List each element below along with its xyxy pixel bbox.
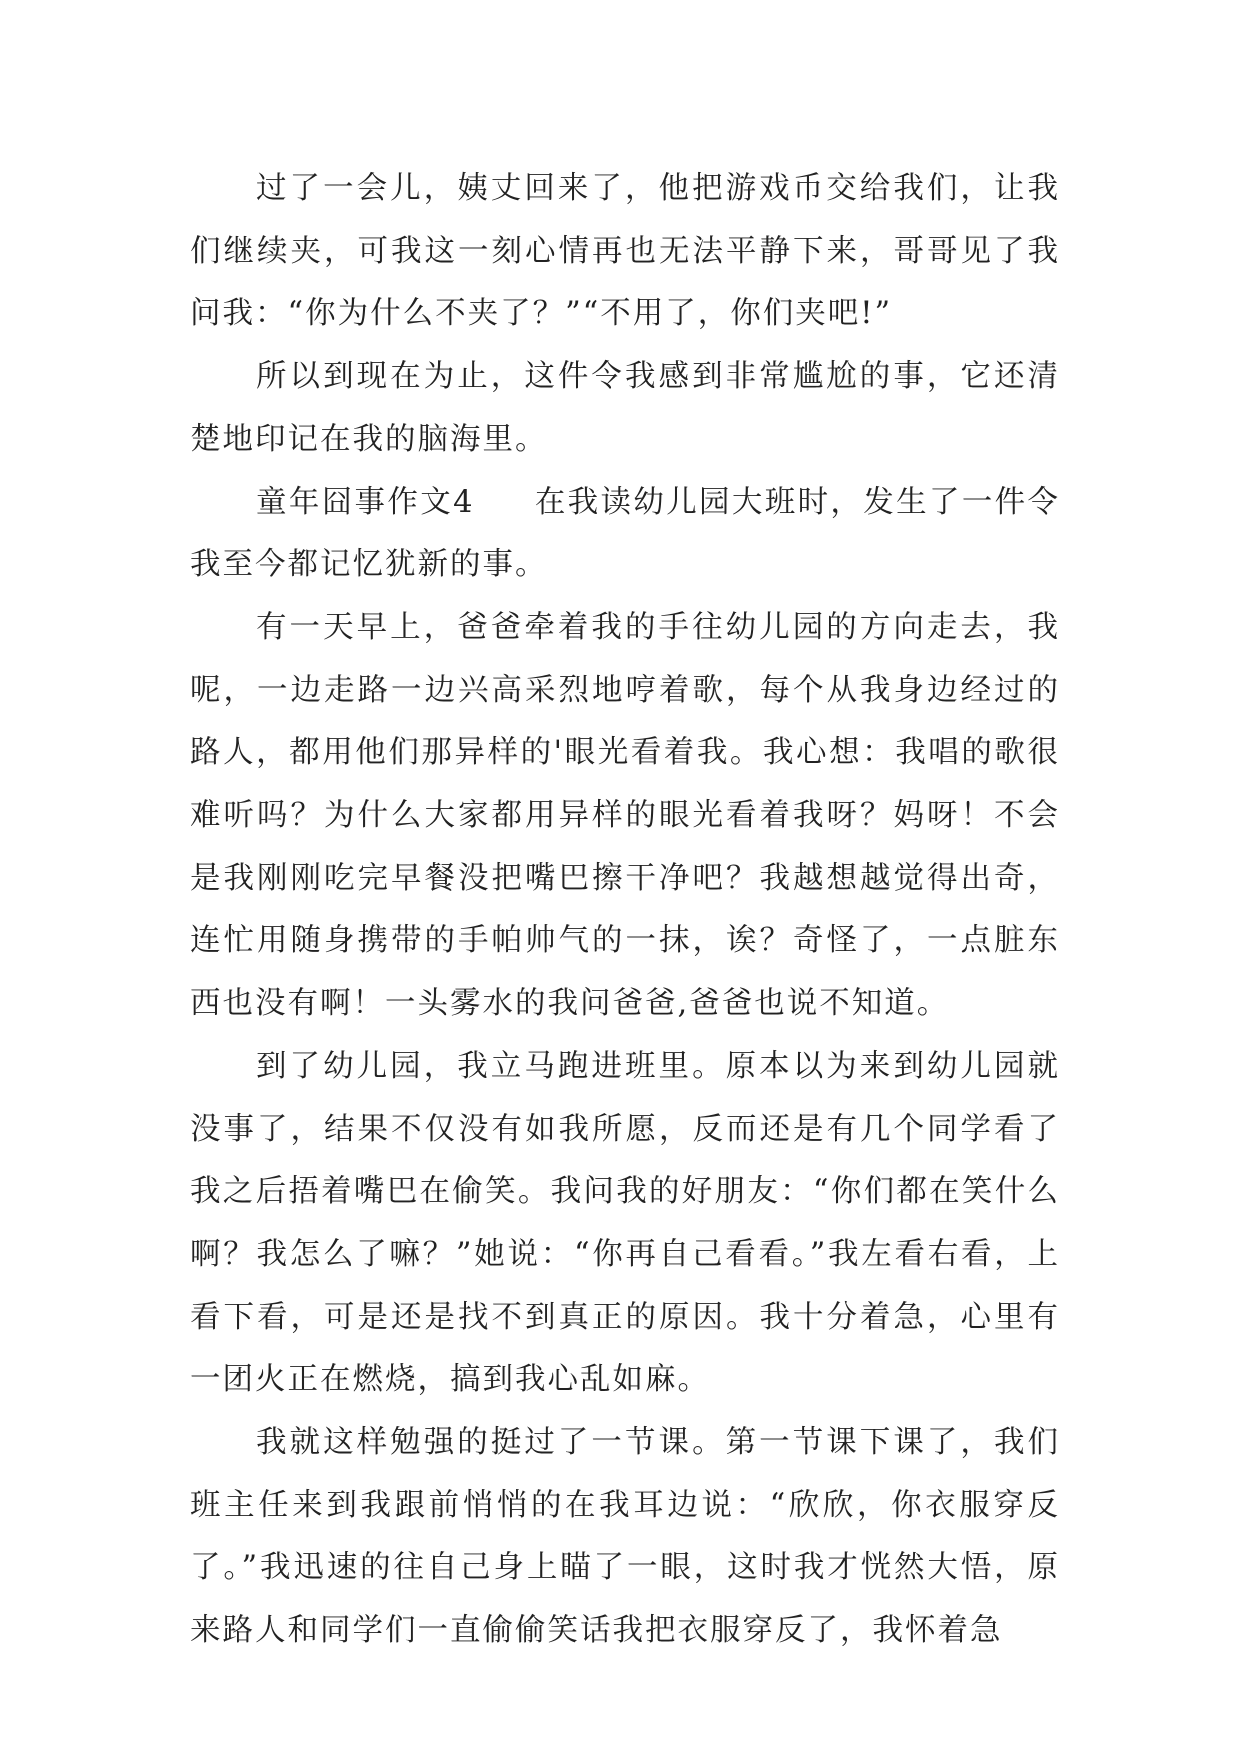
paragraph-2: 所以到现在为止，这件令我感到非常尴尬的事，它还清楚地印记在我的脑海里。 (190, 359, 1060, 457)
paragraph-1: 过了一会儿，姨丈回来了，他把游戏币交给我们，让我们继续夹，可我这一刻心情再也无法平静下来，哥哥见了我问我：“你为什么不夹了？”“不用了，你们夹吧!” (190, 171, 1060, 332)
paragraph-4: 有一天早上，爸爸牵着我的手往幼儿园的方向走去，我呢，一边走路一边兴高采烈地哼着歌，每个从我身边经过的路人，都用他们那异样的'眼光看着我。我心想：我唱的歌很难听吗？为什么大家都用异样的眼光看着我呀？妈呀！不会是我刚刚吃完早餐没把嘴巴擦干净吧？我越想越觉得出奇，连忙用随身携带的手帕帅气的一抹，诶？奇怪了，一点脏东西也没有啊！一头雾水的我问爸爸,爸爸也说不知道。 (190, 609, 1060, 1022)
paragraph-6: 我就这样勉强的挺过了一节课。第一节课下课了，我们班主任来到我跟前悄悄的在我耳边说：“欣欣，你衣服穿反了。”我迅速的往自己身上瞄了一眼，这时我才恍然大悟，原来路人和同学们一直偷偷笑话我把衣服穿反了，我怀着急 (190, 1425, 1060, 1649)
article-body (190, 158, 1060, 1663)
section-title: 童年囧事作文4 (256, 484, 475, 520)
paragraph-5: 到了幼儿园，我立马跑进班里。原本以为来到幼儿园就没事了，结果不仅没有如我所愿，反而还是有几个同学看了我之后捂着嘴巴在偷笑。我问我的好朋友：“你们都在笑什么啊？我怎么了嘛？”她说：“你再自己看看。”我左看右看，上看下看，可是还是找不到真正的原因。我十分着急，心里有一团火正在燃烧，搞到我心乱如麻。 (190, 1048, 1060, 1398)
section-first-paragraph: 在我读幼儿园大班时，发生了一件令我至今都记忆犹新的事。 (190, 484, 1061, 583)
paragraph-section-start (190, 472, 1060, 597)
